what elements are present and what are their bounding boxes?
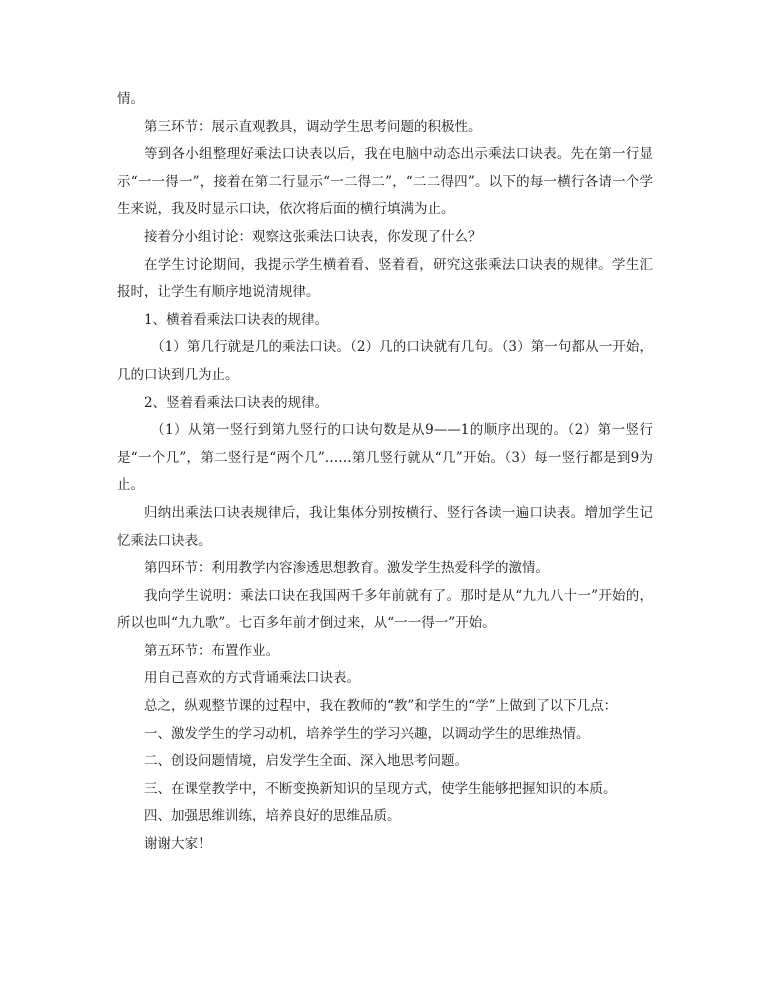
list-item-vertical-rule: 2、竖着看乘法口诀表的规律。 (144, 394, 329, 411)
paragraph-group-discussion: 接着分小组讨论：观察这张乘法口诀表，你发现了什么？ (144, 228, 482, 245)
paragraph-vertical-details: （1）从第一竖行到第九竖行的口诀句数是从9——1的顺序出现的。（2）第一竖行是“一个几”，第二竖行是“两个几”……第几竖行就从“几”开始。（3）每一竖行都是到9为止。 (117, 422, 653, 494)
list-item-horizontal-rule: 1、横着看乘法口诀表的规律。 (144, 311, 329, 328)
paragraph-continuation: 情。 (117, 91, 144, 107)
document-body (117, 86, 653, 859)
paragraph-conclusion-intro: 总之，纵观整节课的过程中，我在教师的“教”和学生的“学”上做到了以下几点： (144, 698, 618, 715)
list-item-point-2: 二、创设问题情境，启发学生全面、深入地思考问题。 (144, 753, 468, 770)
paragraph-display-table: 等到各小组整理好乘法口诀表以后，我在电脑中动态出示乘法口诀表。先在第一行显示“一一得一”，接着在第二行显示“一二得二”，“二二得四”。以下的每一横行各请一个学生来说，我及时显示口诀，依次将后面的横行填满为止。 (117, 146, 653, 218)
list-item-point-1: 一、激发学生的学习动机，培养学生的学习兴趣，以调动学生的思维热情。 (144, 725, 590, 742)
section-heading-step-5: 第五环节：布置作业。 (144, 642, 279, 659)
paragraph-history: 我向学生说明：乘法口诀在我国两千多年前就有了。那时是从“九九八十一”开始的，所以也叫“九九歌”。七百多年前才倒过来，从“一一得一”开始。 (117, 587, 653, 632)
paragraph-homework: 用自己喜欢的方式背诵乘法口诀表。 (144, 670, 360, 687)
closing-thanks: 谢谢大家！ (144, 836, 212, 853)
paragraph-horizontal-details: （1）第几行就是几的乘法口诀。（2）几的口诀就有几句。（3）第一句都从一开始，几的口诀到几为止。 (117, 339, 653, 383)
paragraph-summary-reading: 归纳出乘法口诀表规律后，我让集体分别按横行、竖行各读一遍口诀表。增加学生记忆乘法口诀表。 (117, 504, 653, 549)
section-heading-step-4: 第四环节：利用教学内容渗透思想教育。激发学生热爱科学的激情。 (144, 560, 549, 577)
list-item-point-3: 三、在课堂教学中，不断变换新知识的呈现方式，使学生能够把握知识的本质。 (144, 780, 617, 797)
list-item-point-4: 四、加强思维训练，培养良好的思维品质。 (144, 808, 401, 825)
section-heading-step-3: 第三环节：展示直观教具，调动学生思考问题的积极性。 (144, 118, 482, 135)
paragraph-discussion-hint: 在学生讨论期间，我提示学生横着看、竖着看，研究这张乘法口诀表的规律。学生汇报时，让学生有顺序地说清规律。 (117, 256, 653, 301)
